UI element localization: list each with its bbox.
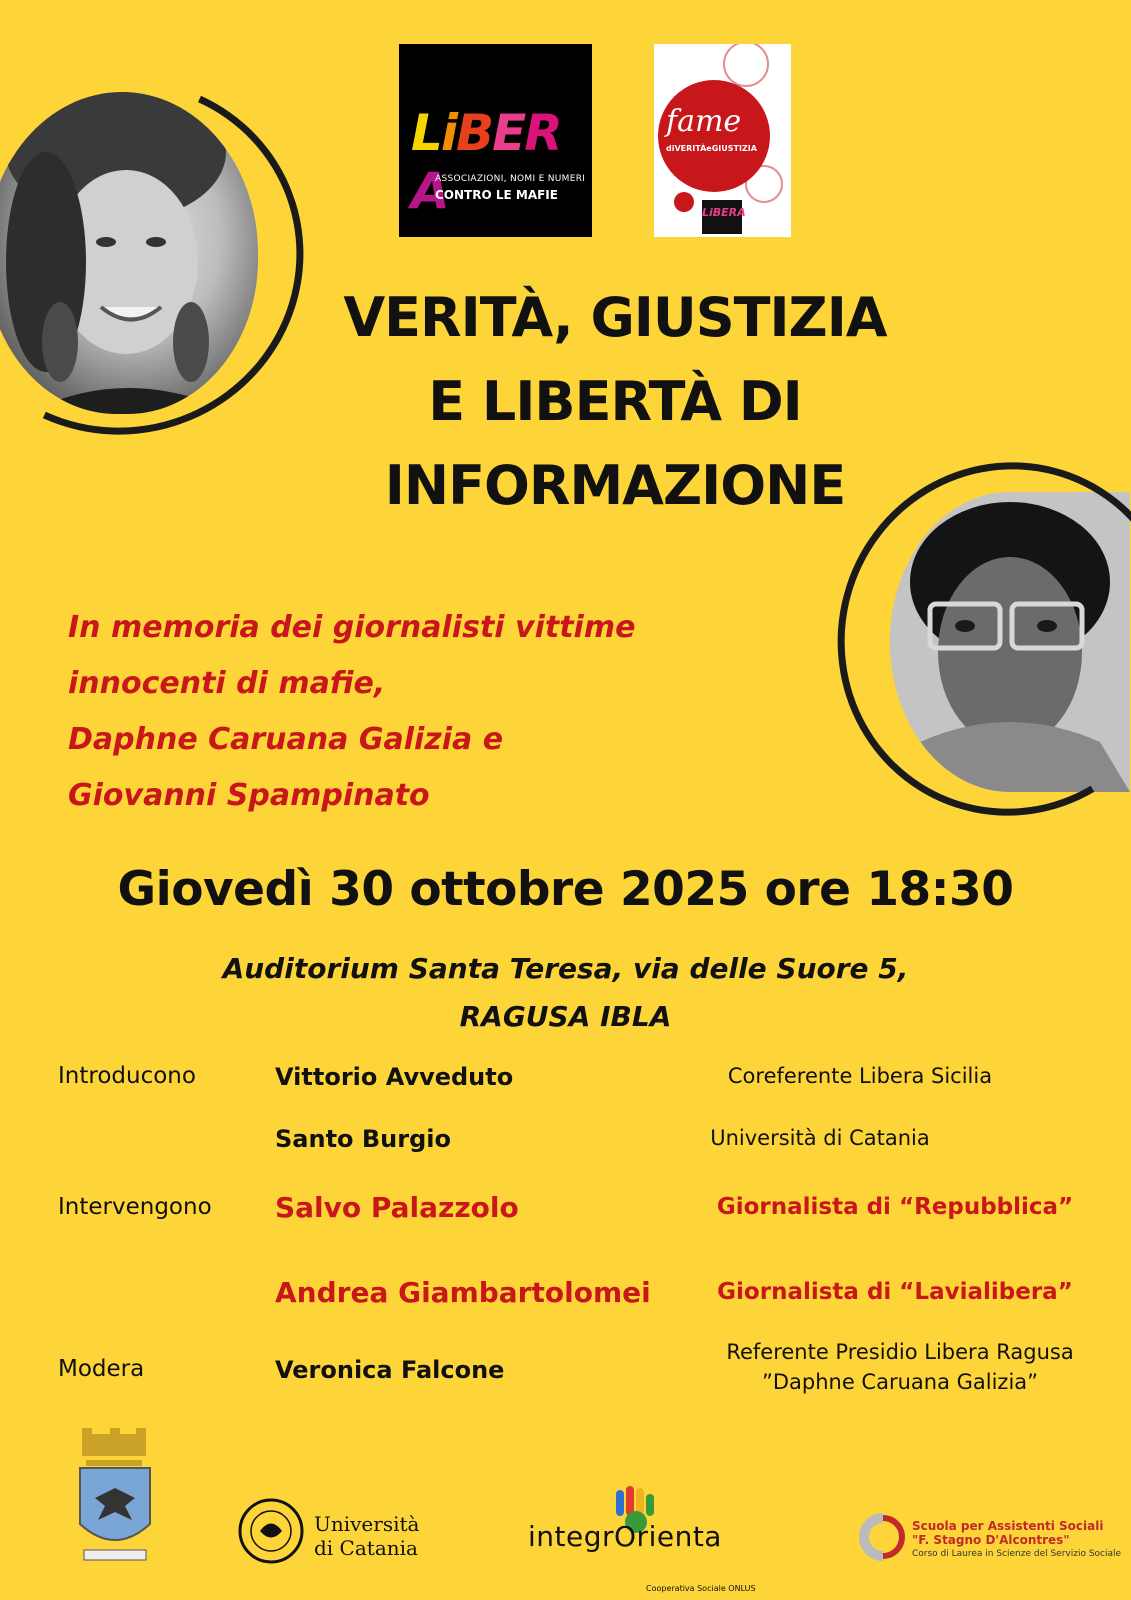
program-desc-palazzolo: Giornalista di “Repubblica” [716,1194,1074,1220]
integrorienta-logo-sub: Cooperativa Sociale ONLUS [646,1584,756,1593]
program-desc-avveduto: Coreferente Libera Sicilia [727,1064,993,1088]
venue-line-2: RAGUSA IBLA [459,1000,672,1033]
program-desc-giambartolomei: Giornalista di “Lavialibera” [717,1279,1073,1305]
page-title [290,276,940,528]
integrorienta-logo-text: integrOrienta [528,1520,722,1553]
scuola-logo-icon [858,1512,908,1566]
unict-line-2: di Catania [314,1536,418,1560]
comune-ragusa-crest [70,1428,160,1572]
libera-logo-line2: CONTRO LE MAFIE [435,188,558,202]
fame-logo [654,44,791,237]
unict-logo-text [314,1512,419,1560]
event-date-time: Giovedì 30 ottobre 2025 ore 18:30 [117,862,1014,917]
memoria-line-4: Giovanni Spampinato [68,778,430,813]
libera-logo-line1: ASSOCIAZIONI, NOMI E NUMERI [435,174,586,184]
program-role-intervengono: Intervengono [58,1194,212,1220]
program-name-burgio: Santo Burgio [275,1125,451,1153]
scuola-line-3: Corso di Laurea in Scienze del Servizio Sociale [912,1549,1122,1559]
program-desc-falcone-line1: Referente Presidio Libera Ragusa [726,1340,1074,1364]
fame-logo-libera-mini: LiBERA [702,200,742,234]
event-venue [0,945,1131,1041]
scuola-line-1: Scuola per Assistenti Sociali [912,1519,1104,1533]
unict-seal [238,1498,304,1568]
program-role-modera: Modera [58,1356,145,1382]
program-role-introducono: Introducono [58,1063,196,1089]
memoria-line-3: Daphne Caruana Galizia e [68,722,504,757]
program-desc-burgio: Università di Catania [710,1126,930,1150]
libera-logo [399,44,592,237]
scuola-line-2: "F. Stagno D'Alcontres" [912,1533,1070,1547]
title-line-2: E LIBERTÀ DI [428,370,802,433]
memoria-line-1: In memoria dei giornalisti vittime [68,610,636,645]
memoria-subtitle [68,600,828,824]
fame-logo-word: fame [666,104,742,139]
scuola-logo-text [912,1519,1121,1561]
program-name-palazzolo: Salvo Palazzolo [275,1191,519,1224]
title-line-3: INFORMAZIONE [384,454,846,517]
libera-logo-word: LiBERA [411,104,561,220]
fame-logo-tagline: diVERITÀeGIUSTIZIA [666,144,757,153]
program-name-giambartolomei: Andrea Giambartolomei [275,1276,651,1309]
program-name-falcone: Veronica Falcone [275,1356,505,1384]
venue-line-1: Auditorium Santa Teresa, via delle Suore 5, [222,952,909,985]
program-desc-falcone-line2: ”Daphne Caruana Galizia” [761,1370,1039,1394]
unict-line-1: Università [314,1512,420,1536]
title-line-1: VERITÀ, GIUSTIZIA [343,286,887,349]
memoria-line-2: innocenti di mafie, [68,666,386,701]
program-name-avveduto: Vittorio Avveduto [275,1063,514,1091]
